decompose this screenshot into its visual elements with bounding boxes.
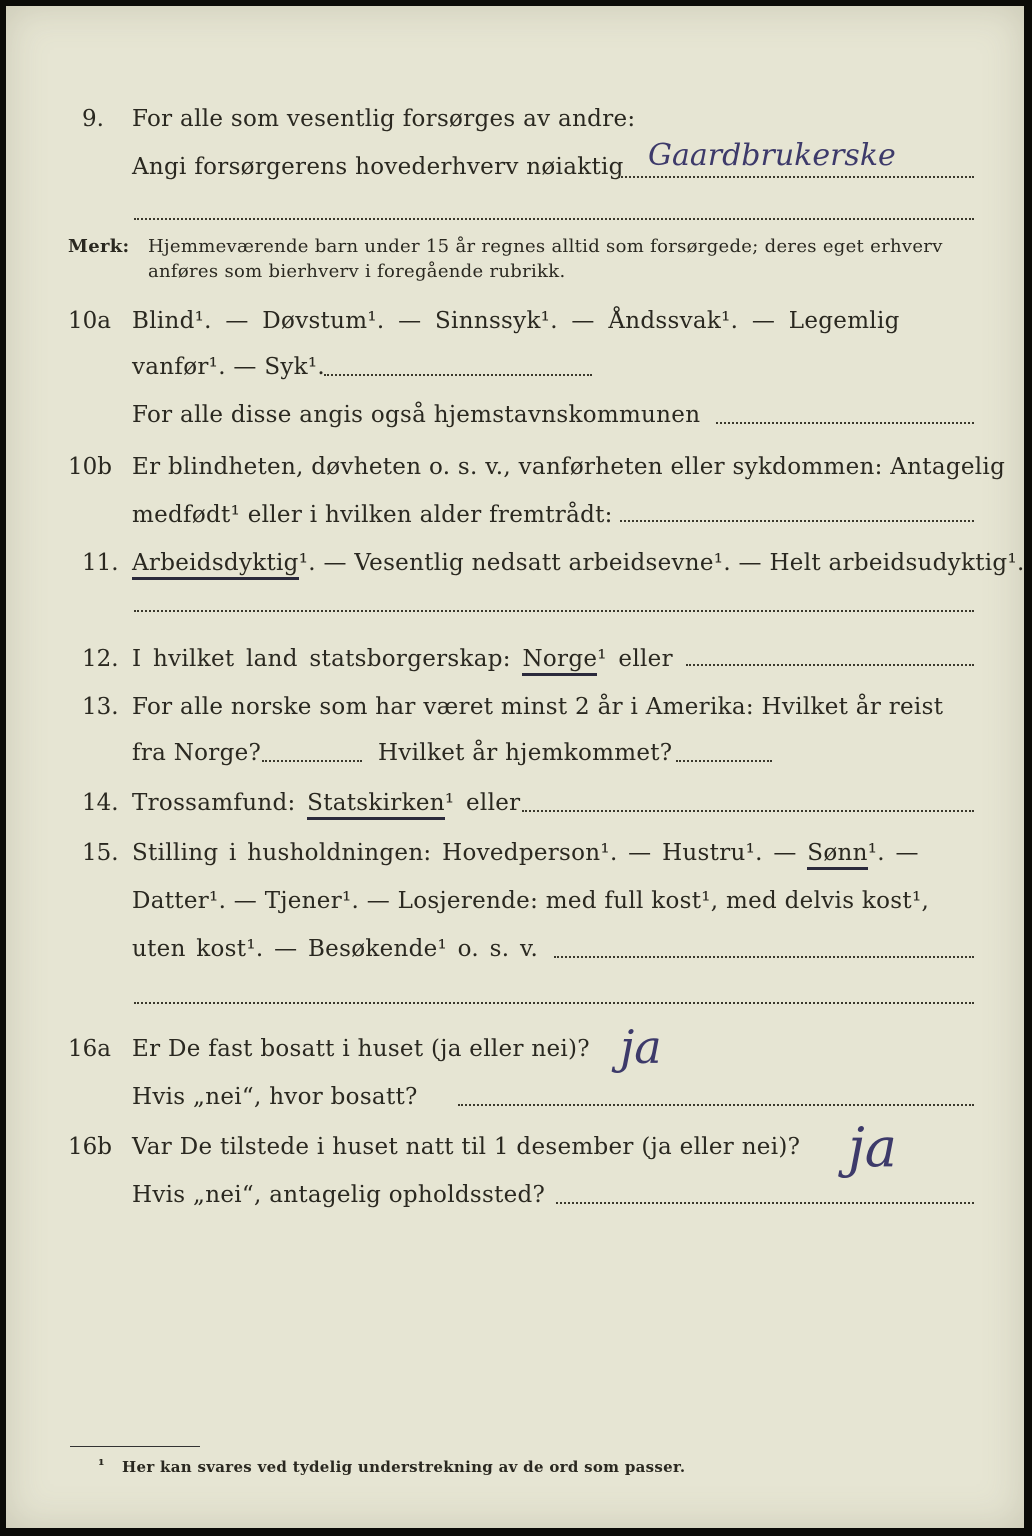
q16a-line1: Er De fast bosatt i huset (ja eller nei)? <box>132 1036 590 1062</box>
q14-line <box>132 790 520 816</box>
footnote-mark: ¹ <box>98 1456 105 1474</box>
merk-line1: Hjemmeværende barn under 15 år regnes alltid som forsørgede; deres eget erhverv <box>148 236 943 257</box>
q12-number: 12. <box>82 646 119 672</box>
q15-line2: Datter¹. — Tjener¹. — Losjerende: med full kost¹, med delvis kost¹, <box>132 888 930 914</box>
q9-line2: Angi forsørgerens hovederhverv nøiaktig <box>132 154 624 180</box>
footnote-rule <box>70 1446 200 1447</box>
q12-post: ¹ eller <box>597 646 673 672</box>
q13-number: 13. <box>82 694 119 720</box>
q9-answer-dotted-line <box>618 176 974 178</box>
q14-dotted-line <box>522 810 974 812</box>
merk-label: Merk: <box>68 236 130 257</box>
census-form-page <box>6 6 1024 1528</box>
q15-dotted-line <box>554 956 974 958</box>
q15-line1b: ¹. — <box>867 840 919 866</box>
q16a-handwritten-answer: ja <box>620 1020 662 1074</box>
q13-reist-dotted-line <box>262 760 362 762</box>
q13-line2a: fra Norge? <box>132 740 262 766</box>
q11-number: 11. <box>82 550 119 576</box>
q14-post: ¹ eller <box>444 790 521 816</box>
q14-number: 14. <box>82 790 119 816</box>
q16b-number: 16b <box>68 1134 112 1160</box>
q10a-syk-dotted-line <box>324 374 592 376</box>
q16a-number: 16a <box>68 1036 111 1062</box>
q9-line1: For alle som vesentlig forsørges av andre: <box>132 106 636 132</box>
q16a-dotted-line <box>458 1104 974 1106</box>
q13-line1: For alle norske som har været minst 2 år i Amerika: Hvilket år reist <box>132 694 944 720</box>
q12-line <box>132 646 673 672</box>
q15-extra-dotted-line <box>134 1002 974 1004</box>
q12-dotted-line <box>686 664 974 666</box>
q10b-line1: Er blindheten, døvheten o. s. v., vanførheten eller sykdommen: Antagelig <box>132 454 1006 480</box>
q12-selected-option: Norge <box>522 646 597 676</box>
q10a-hjemstavn-dotted-line <box>716 422 974 424</box>
q15-line3: uten kost¹. — Besøkende¹ o. s. v. <box>132 936 539 962</box>
footnote-text: Her kan svares ved tydelig understrekning av de ord som passer. <box>122 1458 686 1476</box>
q13-hjemkommet-dotted-line <box>676 760 772 762</box>
q9-number: 9. <box>82 106 104 132</box>
q15-number: 15. <box>82 840 119 866</box>
q9-extra-dotted-line <box>134 218 974 220</box>
q16a-line2: Hvis „nei“, hvor bosatt? <box>132 1084 418 1110</box>
q14-pre: Trossamfund: <box>132 790 296 816</box>
q16b-dotted-line <box>556 1202 974 1204</box>
q16b-line1: Var De tilstede i huset natt til 1 desember (ja eller nei)? <box>132 1134 801 1160</box>
q10b-line2: medfødt¹ eller i hvilken alder fremtrådt: <box>132 502 613 528</box>
q10b-number: 10b <box>68 454 112 480</box>
q13-line2b: Hvilket år hjemkommet? <box>378 740 673 766</box>
merk-line2: anføres som bierhverv i foregående rubrikk. <box>148 261 566 282</box>
q11-line <box>132 550 1025 576</box>
q16b-line2: Hvis „nei“, antagelig opholdssted? <box>132 1182 546 1208</box>
q14-selected-option: Statskirken <box>307 790 445 820</box>
q10a-line2: vanfør¹. — Syk¹. <box>132 354 326 380</box>
q15-line1a: Stilling i husholdningen: Hovedperson¹. — Hustru¹. — <box>132 840 797 866</box>
q15-line1 <box>132 840 919 866</box>
q10a-line1: Blind¹. — Døvstum¹. — Sinnssyk¹. — Åndssvak¹. — Legemlig <box>132 308 900 334</box>
q9-handwritten-answer: Gaardbrukerske <box>648 138 896 173</box>
q11-rest: ¹. — Vesentlig nedsatt arbeidsevne¹. — Helt arbeidsudyktig¹. <box>298 550 1025 576</box>
q10a-number: 10a <box>68 308 111 334</box>
q11-selected-option: Arbeidsdyktig <box>132 550 299 580</box>
q16b-handwritten-answer: ja <box>848 1116 897 1179</box>
q11-dotted-line <box>134 610 974 612</box>
q10a-line3: For alle disse angis også hjemstavnskommunen <box>132 402 701 428</box>
q12-pre: I hvilket land statsborgerskap: <box>132 646 511 672</box>
q15-selected-option: Sønn <box>807 840 867 870</box>
q10b-dotted-line <box>620 520 974 522</box>
